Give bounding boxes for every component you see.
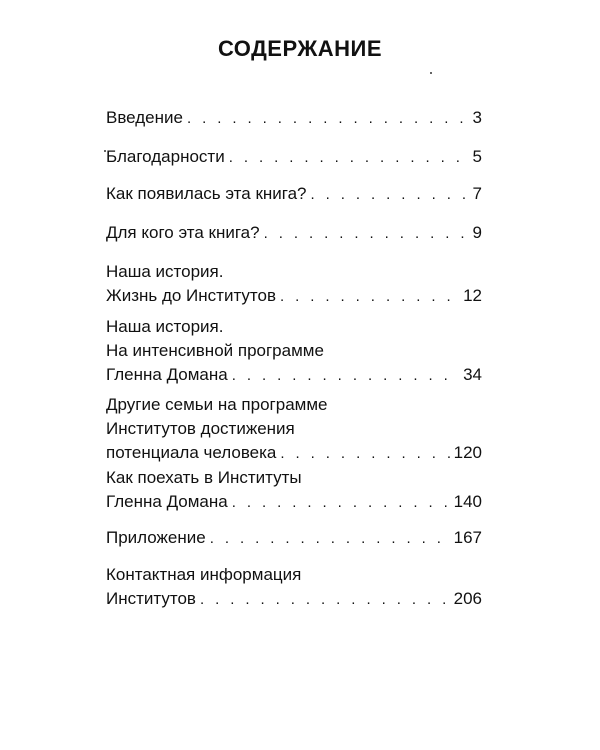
toc-entry-line: Как поехать в Институты	[106, 468, 302, 487]
dot-leader	[264, 222, 469, 246]
toc-entry[interactable]	[106, 315, 482, 388]
toc-page-number: 3	[472, 108, 482, 127]
toc-entry-line: Наша история.	[106, 317, 224, 336]
toc-page-number: 9	[472, 223, 482, 242]
dot-leader	[200, 588, 450, 612]
toc-entry-title: Благодарности	[106, 147, 225, 166]
dot-leader	[229, 146, 469, 170]
toc-entry-title: Приложение	[106, 528, 206, 547]
toc-entry-title: Как появилась эта книга?	[106, 184, 307, 203]
toc-page-number: 206	[453, 589, 482, 608]
toc-entry-title: Введение	[106, 108, 183, 127]
toc-entry-title: Жизнь до Институтов	[106, 286, 276, 305]
dot-leader	[280, 285, 459, 309]
page-title: СОДЕРЖАНИЕ	[217, 36, 383, 61]
toc-entry[interactable]	[106, 145, 482, 170]
toc-entry-line: Другие семьи на программе	[106, 395, 328, 414]
toc-entry[interactable]	[106, 393, 482, 466]
dot-leader	[210, 527, 450, 551]
toc-page-number: 120	[453, 443, 482, 462]
toc-entry[interactable]	[106, 563, 482, 612]
toc-entry[interactable]	[106, 182, 482, 207]
toc-entry[interactable]	[106, 260, 482, 309]
toc-entry-title: потенциала человека	[106, 443, 277, 462]
toc-page-number: 5	[472, 147, 482, 166]
toc-entry[interactable]	[106, 221, 482, 246]
toc-entry[interactable]	[106, 526, 482, 551]
toc-entry-title: Для кого эта книга?	[106, 223, 260, 242]
toc-entry-line: На интенсивной программе	[106, 341, 324, 360]
scan-speck	[430, 72, 432, 74]
toc-entry-line: Контактная информация	[106, 565, 302, 584]
toc-page-number: 167	[453, 528, 482, 547]
dot-leader	[232, 364, 459, 388]
toc-entry-title: Гленна Домана	[106, 365, 228, 384]
toc-page-number: 140	[453, 492, 482, 511]
toc-page-number: 7	[472, 184, 482, 203]
toc-entry-title: Институтов	[106, 589, 196, 608]
toc-entry-line: Институтов достижения	[106, 419, 295, 438]
toc-entry[interactable]	[106, 466, 482, 515]
dot-leader	[311, 183, 469, 207]
dot-leader	[280, 442, 449, 466]
toc-page-number: 12	[463, 286, 482, 305]
toc-entry-title: Гленна Домана	[106, 492, 228, 511]
toc-entry-line: Наша история.	[106, 262, 224, 281]
dot-leader	[232, 491, 450, 515]
toc-entry[interactable]	[106, 106, 482, 131]
toc-page-number: 34	[463, 365, 482, 384]
dot-leader	[187, 107, 469, 131]
